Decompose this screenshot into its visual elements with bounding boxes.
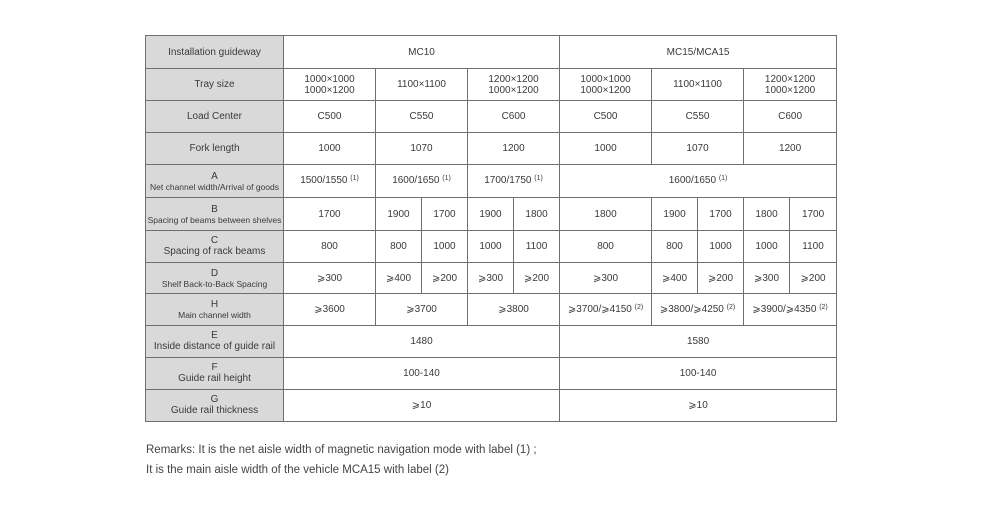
- table-cell: 1000: [284, 133, 376, 165]
- cell-line: 1100×1100: [397, 79, 446, 90]
- table-cell: ⩾200: [698, 263, 744, 294]
- table-cell: 1700: [790, 198, 837, 231]
- table-cell: [560, 294, 652, 326]
- row-label-text: Spacing of beams between shelves: [147, 214, 282, 225]
- table-cell: C500: [560, 101, 652, 133]
- spec-table: [145, 35, 837, 422]
- table-cell: 1800: [744, 198, 790, 231]
- group-header-mc10: MC10: [284, 36, 560, 69]
- table-cell: ⩾300: [560, 263, 652, 294]
- table-cell: ⩾400: [376, 263, 422, 294]
- cell-value: ⩾3700/⩾4150: [567, 303, 632, 315]
- row-label-text: Inside distance of guide rail: [153, 341, 276, 352]
- table-cell: 1000: [698, 231, 744, 263]
- row-d-label: [146, 263, 284, 294]
- spec-table-container: [145, 35, 837, 422]
- table-cell: 1700: [698, 198, 744, 231]
- remarks-line: It is the main aisle width of the vehicle MCA15 with label (2): [146, 464, 449, 476]
- cell-line: 1100×1100: [673, 79, 722, 90]
- table-cell: C550: [376, 101, 468, 133]
- note-marker: (1): [534, 175, 543, 182]
- cell-value: 1700/1750: [484, 175, 532, 186]
- row-letter: B: [211, 203, 218, 215]
- table-cell: [284, 165, 376, 198]
- row-c-label: [146, 231, 284, 263]
- row-label-text: Net channel width/Arrival of goods: [150, 181, 279, 192]
- load-center-row: [146, 101, 837, 133]
- table-cell: [744, 294, 837, 326]
- cell-line: 1200×1200: [764, 73, 816, 85]
- row-e: [146, 326, 837, 358]
- table-cell: C550: [652, 101, 744, 133]
- row-a-label: [146, 165, 284, 198]
- table-cell: 1070: [376, 133, 468, 165]
- table-cell: C600: [744, 101, 837, 133]
- table-cell: [560, 165, 837, 198]
- row-label-text: Shelf Back-to-Back Spacing: [161, 278, 268, 289]
- table-cell: 1200: [468, 133, 560, 165]
- cell-line: 1200×1200: [488, 73, 539, 85]
- row-letter: D: [210, 267, 219, 279]
- tray-size-cell: [376, 69, 468, 101]
- note-marker: (1): [442, 175, 451, 182]
- row-letter: H: [210, 299, 219, 310]
- header-row: [146, 36, 837, 69]
- table-cell: 1000: [560, 133, 652, 165]
- cell-value: 1600/1650: [392, 175, 440, 186]
- table-cell: C500: [284, 101, 376, 133]
- table-cell: ⩾10: [560, 390, 837, 422]
- table-cell: 800: [652, 231, 698, 263]
- table-cell: 1000: [422, 231, 468, 263]
- table-cell: 1800: [560, 198, 652, 231]
- table-cell: [376, 165, 468, 198]
- table-cell: 800: [376, 231, 422, 263]
- row-label-text: Guide rail thickness: [170, 405, 259, 416]
- table-cell: ⩾200: [422, 263, 468, 294]
- table-cell: ⩾300: [284, 263, 376, 294]
- table-cell: 1700: [284, 198, 376, 231]
- header-label: Installation guideway: [146, 36, 284, 69]
- cell-line: 1000×1000: [304, 73, 355, 85]
- row-g: [146, 390, 837, 422]
- table-cell: 1480: [284, 326, 560, 358]
- group-header-mc15: MC15/MCA15: [560, 36, 837, 69]
- load-center-label: Load Center: [146, 101, 284, 133]
- tray-size-cell: [744, 69, 837, 101]
- table-cell: ⩾300: [744, 263, 790, 294]
- fork-length-row: [146, 133, 837, 165]
- row-c: [146, 231, 837, 263]
- row-h-label: [146, 294, 284, 326]
- cell-value: 1600/1650: [668, 175, 717, 186]
- table-cell: 1700: [422, 198, 468, 231]
- cell-line: 1000×1200: [764, 84, 816, 96]
- cell-line: 1000×1200: [488, 84, 539, 96]
- note-marker: (1): [718, 175, 728, 182]
- remarks-line: Remarks: It is the net aisle width of magnetic navigation mode with label (1) ;: [146, 444, 537, 456]
- table-cell: 1800: [514, 198, 560, 231]
- table-cell: ⩾200: [790, 263, 837, 294]
- table-cell: 1000: [468, 231, 514, 263]
- row-letter: A: [211, 170, 218, 182]
- table-cell: 1200: [744, 133, 837, 165]
- fork-length-label: Fork length: [146, 133, 284, 165]
- table-cell: [652, 294, 744, 326]
- table-cell: ⩾200: [514, 263, 560, 294]
- cell-line: 1000×1000: [580, 73, 631, 85]
- cell-line: 1000×1200: [580, 84, 631, 96]
- table-cell: 1900: [652, 198, 698, 231]
- table-cell: ⩾300: [468, 263, 514, 294]
- table-cell: 1580: [560, 326, 837, 358]
- tray-size-cell: [652, 69, 744, 101]
- table-cell: ⩾400: [652, 263, 698, 294]
- table-cell: [468, 165, 560, 198]
- table-cell: 1000: [744, 231, 790, 263]
- cell-line: 1000×1200: [304, 84, 355, 96]
- row-d: [146, 263, 837, 294]
- row-label-text: Main channel width: [178, 310, 251, 320]
- table-cell: ⩾3800: [468, 294, 560, 326]
- table-cell: ⩾3700: [376, 294, 468, 326]
- row-b: [146, 198, 837, 231]
- row-label-text: Guide rail height: [178, 373, 251, 384]
- table-cell: ⩾3600: [284, 294, 376, 326]
- table-cell: 1100: [790, 231, 837, 263]
- note-marker: (2): [819, 303, 828, 311]
- table-cell: C600: [468, 101, 560, 133]
- row-letter: E: [211, 330, 218, 341]
- row-g-label: [146, 390, 284, 422]
- row-a: [146, 165, 837, 198]
- row-h: [146, 294, 837, 326]
- cell-value: ⩾3900/⩾4350: [752, 303, 817, 315]
- row-f-label: [146, 358, 284, 390]
- tray-size-row: [146, 69, 837, 101]
- note-marker: (1): [350, 175, 359, 182]
- cell-value: 1500/1550: [300, 175, 348, 186]
- table-cell: 1100: [514, 231, 560, 263]
- row-letter: C: [210, 235, 219, 246]
- tray-size-cell: [560, 69, 652, 101]
- row-e-label: [146, 326, 284, 358]
- tray-size-cell: [284, 69, 376, 101]
- table-cell: 1070: [652, 133, 744, 165]
- row-label-text: Spacing of rack beams: [163, 246, 266, 257]
- row-letter: G: [210, 394, 219, 405]
- tray-size-cell: [468, 69, 560, 101]
- table-cell: 800: [284, 231, 376, 263]
- remarks: [146, 440, 537, 480]
- table-cell: 100-140: [284, 358, 560, 390]
- table-cell: 1900: [376, 198, 422, 231]
- row-b-label: [146, 198, 284, 231]
- row-f: [146, 358, 837, 390]
- note-marker: (2): [634, 303, 644, 311]
- table-cell: ⩾10: [284, 390, 560, 422]
- table-cell: 1900: [468, 198, 514, 231]
- table-cell: 800: [560, 231, 652, 263]
- tray-size-label: Tray size: [146, 69, 284, 101]
- table-cell: 100-140: [560, 358, 837, 390]
- note-marker: (2): [726, 303, 736, 311]
- cell-value: ⩾3800/⩾4250: [659, 303, 724, 315]
- row-letter: F: [211, 362, 218, 373]
